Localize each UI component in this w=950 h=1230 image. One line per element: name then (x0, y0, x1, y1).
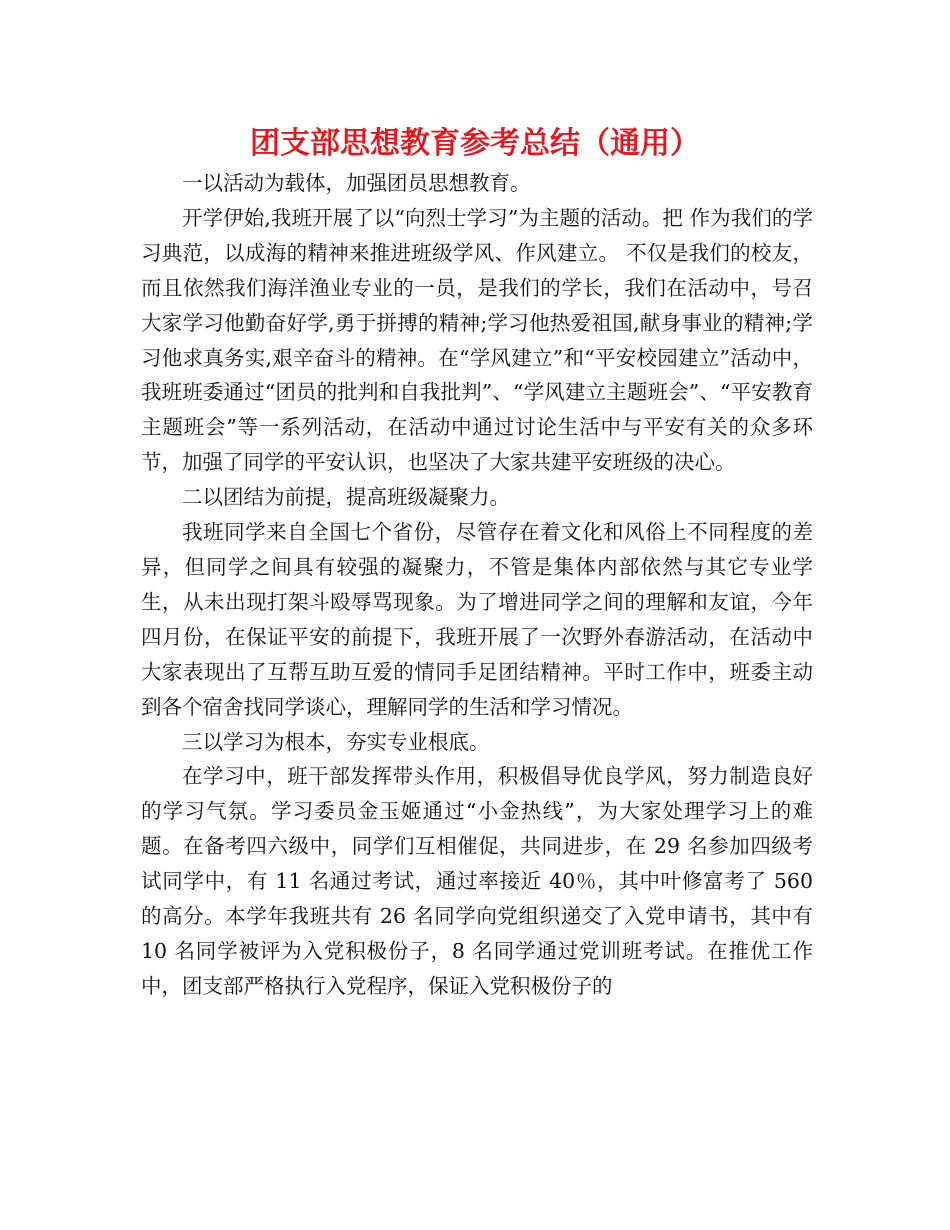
paragraph-2: 我班同学来自全国七个省份，尽管存在着文化和风俗上不同程度的差异，但同学之间具有较强的凝聚力，不管是集体内部依然与其它专业学生，从未出现打架斗殴辱骂现象。为了增进同学之间的理解和友谊，今年四月份，在保证平安的前提下，我班开展了一次野外春游活动，在活动中大家表现出了互帮互助互爱的情同手足团结精神。平时工作中，班委主动到各个宿舍找同学谈心，理解同学的生活和学习情况。 (141, 520, 813, 719)
document-title: 团支部思想教育参考总结（通用） (250, 126, 700, 161)
section-heading-3: 三以学习为根本，夯实专业根底。 (182, 729, 490, 754)
paragraph-1: 开学伊始,我班开展了以“向烈士学习”为主题的活动。把 作为我们的学习典范，以成海的精神来推进班级学风、作风建立。 不仅是我们的校友，而且依然我们海洋渔业专业的一员，是我们的学长，我们在活动中，号召大家学习他勤奋好学,勇于拼搏的精神;学习他热爱祖国,献身事业的精神;学习他求真务实,艰辛奋斗的精神。在“学风建立”和“平安校园建立”活动中，我班班委通过“团员的批判和自我批判”、“学风建立主题班会”、“平安教育主题班会”等一系列活动，在活动中通过讨论生活中与平安有关的众多环节，加强了同学的平安认识，也坚决了大家共建平安班级的决心。 (141, 205, 813, 475)
section-heading-2: 二以团结为前提，提高班级凝聚力。 (182, 485, 510, 510)
document-body (141, 166, 813, 1004)
section-heading-1: 一以活动为载体，加强团员思想教育。 (182, 171, 531, 195)
paragraph-3: 在学习中，班干部发挥带头作用，积极倡导优良学风，努力制造良好的学习气氛。学习委员金玉姬通过“小金热线”，为大家处理学习上的难题。在备考四六级中，同学们互相催促，共同进步，在 29 名参加四级考试同学中，有 11 名通过考试，通过率接近 40％，其中叶修富考了 560 的高分。本学年我班共有 26 名同学向党组织递交了入党申请书，其中有 10 名同学被评为入党积极份子，8 名同学通过党训班考试。在推优工作中，团支部严格执行入党程序，保证入党积极份子的 (141, 764, 813, 998)
